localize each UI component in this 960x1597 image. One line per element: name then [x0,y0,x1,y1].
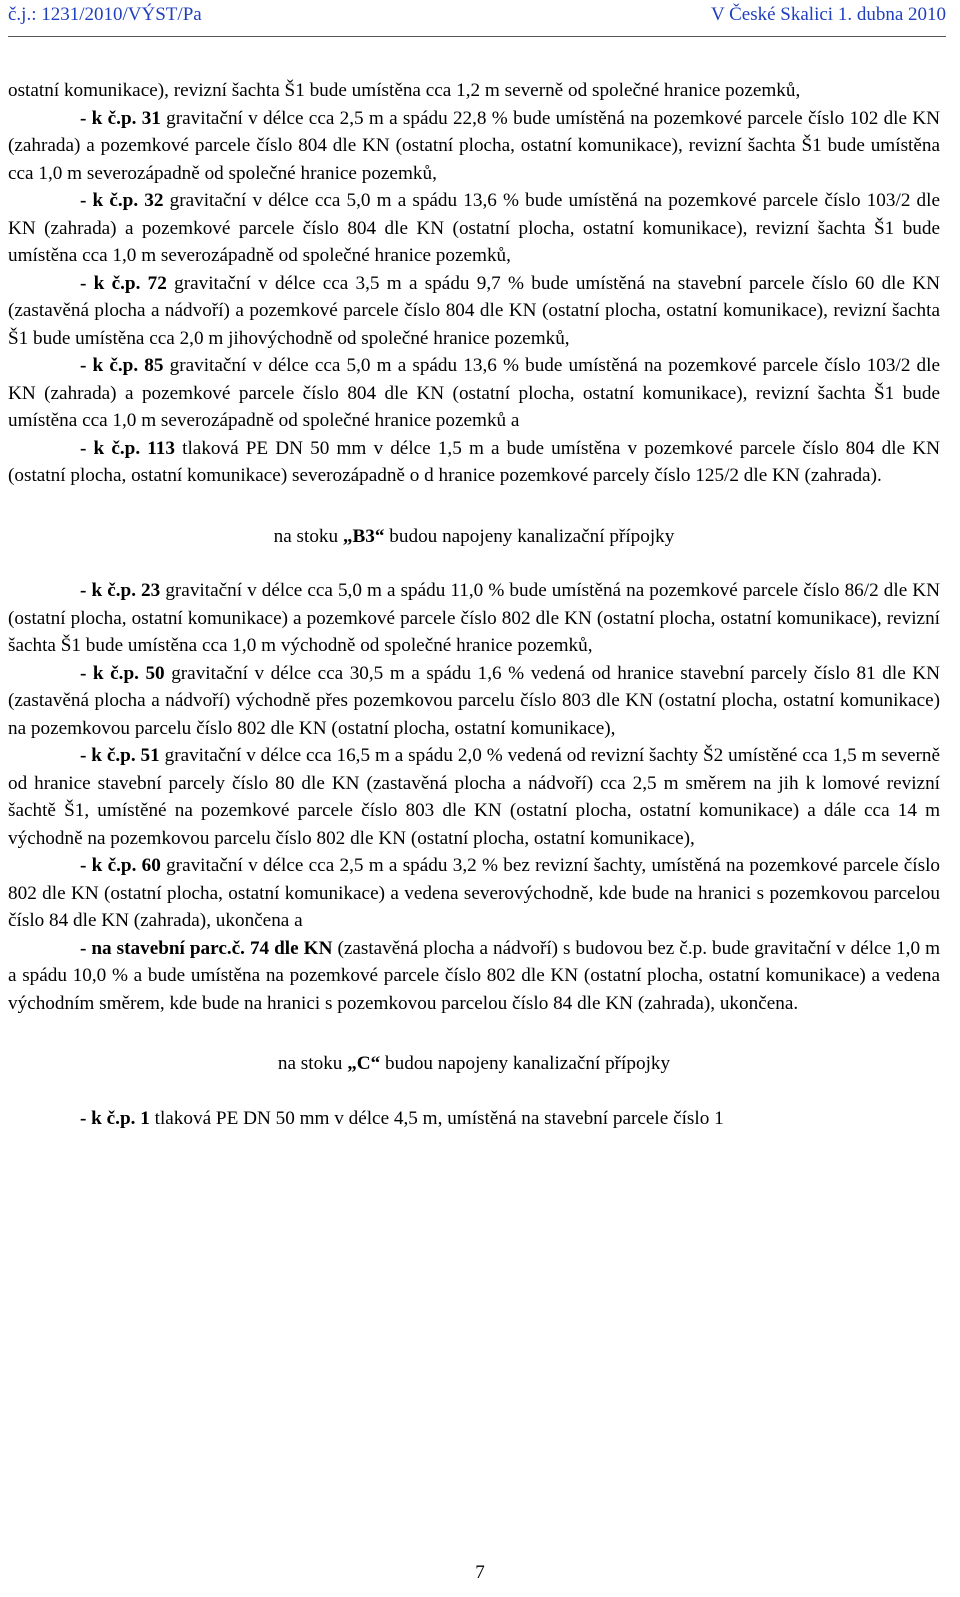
paragraph: - k č.p. 51 gravitační v délce cca 16,5 m a spádu 2,0 % vedená od revizní šachty Š2 umístěné cca 1,5 m severně od hranice stavební parcely číslo 80 dle KN (zastavěná plocha a nádvoří) cca 2,5 m směrem na jih k lomové revizní šachtě Š1, umístěné na pozemkové parcele číslo 803 dle KN (ostatní plocha, ostatní komunikace) a dále cca 14 m východně na pozemkovou parcelu číslo 802 dle KN (ostatní plocha, ostatní komunikace), [8,745,940,849]
paragraph: - k č.p. 113 tlaková PE DN 50 mm v délce 1,5 m a bude umístěna v pozemkové parcele číslo 804 dle KN (ostatní plocha, ostatní komunikace) severozápadně o d hranice pozemkové parcely číslo 125/2 dle KN (zahrada). [8,437,940,486]
paragraph: - na stavební parc.č. 74 dle KN (zastavěná plocha a nádvoří) s budovou bez č.p. bude gravitační v délce 1,0 m a spádu 10,0 % a bude umístěna na pozemkové parcele číslo 802 dle KN (ostatní plocha, ostatní komunikace) a vedena východním směrem, kde bude na hranici s pozemkovou parcelou číslo 84 dle KN (zahrada), ukončena. [8,937,940,1014]
header-date: V České Skalici 1. dubna 2010 [710,4,946,25]
document-body [8,77,940,1132]
reference-number: č.j.: 1231/2010/VÝST/Pa [8,4,202,25]
paragraph: - k č.p. 32 gravitační v délce cca 5,0 m a spádu 13,6 % bude umístěná na pozemkové parcele číslo 103/2 dle KN (zahrada) a pozemkové parcele číslo 804 dle KN (ostatní plocha, ostatní komunikace), revizní šachta Š1 bude umístěna cca 1,0 m severozápadně od společné hranice pozemků, [8,190,940,266]
header-divider [8,36,946,37]
page-number: 7 [475,1562,485,1583]
paragraph: - k č.p. 60 gravitační v délce cca 2,5 m a spádu 3,2 % bez revizní šachty, umístěná na pozemkové parcele číslo 802 dle KN (ostatní plocha, ostatní komunikace) a vedena severovýchodně, kde bude na hranici s pozemkovou parcelou číslo 84 dle KN (zahrada), ukončena a [8,855,940,931]
section-heading-b3: na stoku „B3“ budou napojeny kanalizační přípojky [273,525,675,547]
paragraph: - k č.p. 31 gravitační v délce cca 2,5 m a spádu 22,8 % bude umístěná na pozemkové parcele číslo 102 dle KN (zahrada) a pozemkové parcele číslo 804 dle KN (ostatní plocha, ostatní komunikace), revizní šachta Š1 bude umístěna cca 1,0 m severozápadně od společné hranice pozemků, [8,107,941,184]
page-header [8,4,946,32]
paragraph: - k č.p. 72 gravitační v délce cca 3,5 m a spádu 9,7 % bude umístěná na stavební parcele číslo 60 dle KN (zastavěná plocha a nádvoří) a pozemkové parcele číslo 804 dle KN (ostatní plocha, ostatní komunikace), revizní šachta Š1 bude umístěna cca 2,0 m jihovýchodně od společné hranice pozemků, [8,272,941,349]
paragraph: - k č.p. 50 gravitační v délce cca 30,5 m a spádu 1,6 % vedená od hranice stavební parcely číslo 81 dle KN (zastavěná plocha a nádvoří) východně přes pozemkovou parcelu číslo 803 dle KN (ostatní plocha, ostatní komunikace) na pozemkovou parcelu číslo 802 dle KN (ostatní plocha, ostatní komunikace), [8,662,940,739]
paragraph: - k č.p. 85 gravitační v délce cca 5,0 m a spádu 13,6 % bude umístěná na pozemkové parcele číslo 103/2 dle KN (zahrada) a pozemkové parcele číslo 804 dle KN (ostatní plocha, ostatní komunikace), revizní šachta Š1 bude umístěna cca 1,0 m severozápadně od společné hranice pozemků a [8,355,940,431]
paragraph: - k č.p. 23 gravitační v délce cca 5,0 m a spádu 11,0 % bude umístěná na pozemkové parcele číslo 86/2 dle KN (ostatní plocha, ostatní komunikace) a pozemkové parcele číslo 802 dle KN (ostatní plocha, ostatní komunikace), revizní šachta Š1 bude umístěna cca 1,0 m východně od společné hranice pozemků, [8,580,940,656]
section-heading-c: na stoku „C“ budou napojeny kanalizační přípojky [277,1053,671,1074]
paragraph: - k č.p. 1 tlaková PE DN 50 mm v délce 4,5 m, umístěná na stavební parcele číslo 1 [80,1107,724,1129]
paragraph: ostatní komunikace), revizní šachta Š1 bude umístěna cca 1,2 m severně od společné hranice pozemků, [8,80,801,101]
